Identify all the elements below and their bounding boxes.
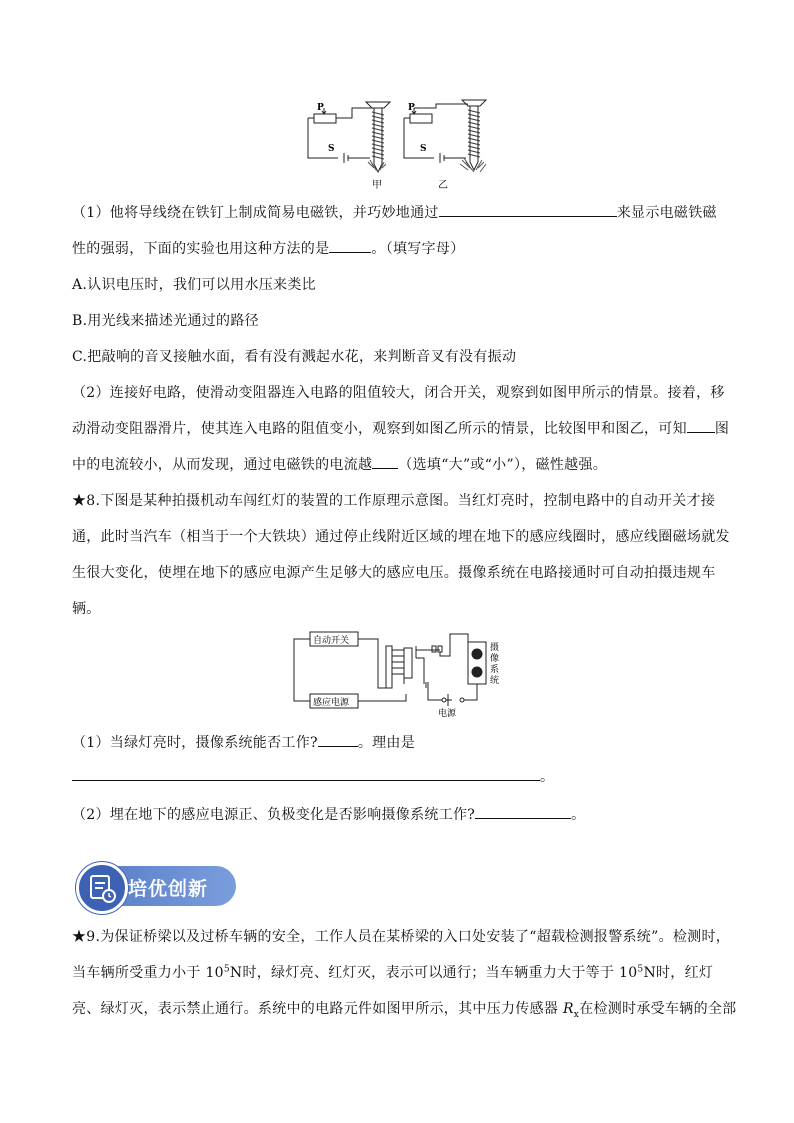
camera-circuit-figure — [288, 628, 516, 720]
label-s-jia: S — [328, 144, 335, 154]
q8-line1: ★8.下图是某种拍摄机动车闯红灯的装置的工作原理示意图。当红灯亮时，控制电路中的自动开关才接 — [72, 493, 716, 509]
svg-text:统: 统 — [490, 676, 500, 686]
q2-blank-2[interactable] — [372, 454, 398, 469]
rx-symbol: R — [562, 1001, 574, 1017]
q8-blank-2[interactable] — [475, 804, 571, 819]
label-induction-power: 感应电源 — [313, 698, 350, 708]
q1-blank-2[interactable] — [329, 238, 371, 253]
svg-text:像: 像 — [490, 654, 500, 664]
electromagnet-figure — [300, 96, 500, 192]
q9-exponent-1: 5 — [223, 964, 230, 975]
label-p-yi: P — [408, 103, 415, 113]
q9-line3: 亮、绿灯灭，表示禁止通行。系统中的电路元件如图甲所示，其中压力传感器 $R_x$在检测时承受车辆的全部 — [72, 1001, 737, 1020]
label-p-jia: P — [317, 103, 324, 113]
label-camera-system — [490, 641, 499, 686]
q8-sub2: （2）埋在地下的感应电源正、负极变化是否影响摄像系统工作? 。 — [72, 804, 585, 824]
q2-line2: 动滑动变阻器滑片，使其连入电路的阻值变小，观察到如图乙所示的情景，比较图甲和图乙，可知 图 — [72, 418, 729, 438]
q8-blank-1[interactable] — [318, 732, 358, 747]
q8-line2: 通，此时当汽车（相当于一个大铁块）通过停止线附近区域的埋在地下的感应线圈时，感应线圈磁场就发 — [72, 529, 730, 545]
label-auto-switch: 自动开关 — [313, 636, 350, 646]
label-power: 电源 — [438, 709, 457, 719]
q1-blank-1[interactable] — [439, 202, 617, 217]
section-title: 培优创新 — [128, 878, 209, 900]
q2-blank-1[interactable] — [687, 418, 715, 433]
q2-line3: 中的电流较小，从而发现，通过电磁铁的电流越 （选填“大”或“小”），磁性越强。 — [72, 454, 607, 474]
q8-line4: 辆。 — [72, 601, 101, 617]
svg-text:摄: 摄 — [490, 643, 500, 653]
notebook-icon — [76, 862, 128, 914]
q8-sub1: （1）当绿灯亮时，摄像系统能否工作? 。理由是 — [72, 732, 415, 752]
q8-line3: 生很大变化，使埋在地下的感应电源产生足够大的感应电压。摄像系统在电路接通时可自动拍摄违规车 — [72, 565, 716, 581]
q1-line1: （1）他将导线绕在铁钉上制成简易电磁铁，并巧妙地通过 来显示电磁铁磁 — [72, 202, 717, 222]
q1-line2: 性的强弱，下面的实验也用这种方法的是 。（填写字母） — [72, 238, 465, 258]
caption-yi: 乙 — [438, 180, 448, 191]
option-a: A.认识电压时，我们可以用水压来类比 — [72, 277, 316, 293]
svg-text:系: 系 — [490, 665, 500, 675]
section-banner — [76, 862, 236, 910]
q9-line2: 当车辆所受重力小于 $10^5N$时，绿灯亮、红灯灭，表示可以通行；当车辆重力大于等于 $10^5N$时，红灯 — [72, 964, 714, 981]
option-c: C.把敲响的音叉接触水面，看有没有溅起水花，来判断音叉有没有振动 — [72, 349, 517, 365]
figure-yi — [404, 100, 486, 172]
q9-line1: ★9.为保证桥梁以及过桥车辆的安全，工作人员在某桥梁的入口处安装了“超载检测报警系统”。检测时， — [72, 929, 731, 945]
q8-sub1-answer: 。 — [72, 766, 554, 786]
rx-subscript: x — [573, 1009, 580, 1020]
q2-line1: （2）连接好电路，使滑动变阻器连入电路的阻值较大，闭合开关，观察到如图甲所示的情景。接着，移 — [72, 385, 725, 401]
caption-jia: 甲 — [372, 180, 382, 191]
q8-blank-reason[interactable] — [72, 766, 540, 781]
label-s-yi: S — [420, 144, 427, 154]
q9-exponent-2: 5 — [637, 964, 644, 975]
option-b: B.用光线来描述光通过的路径 — [72, 313, 259, 329]
